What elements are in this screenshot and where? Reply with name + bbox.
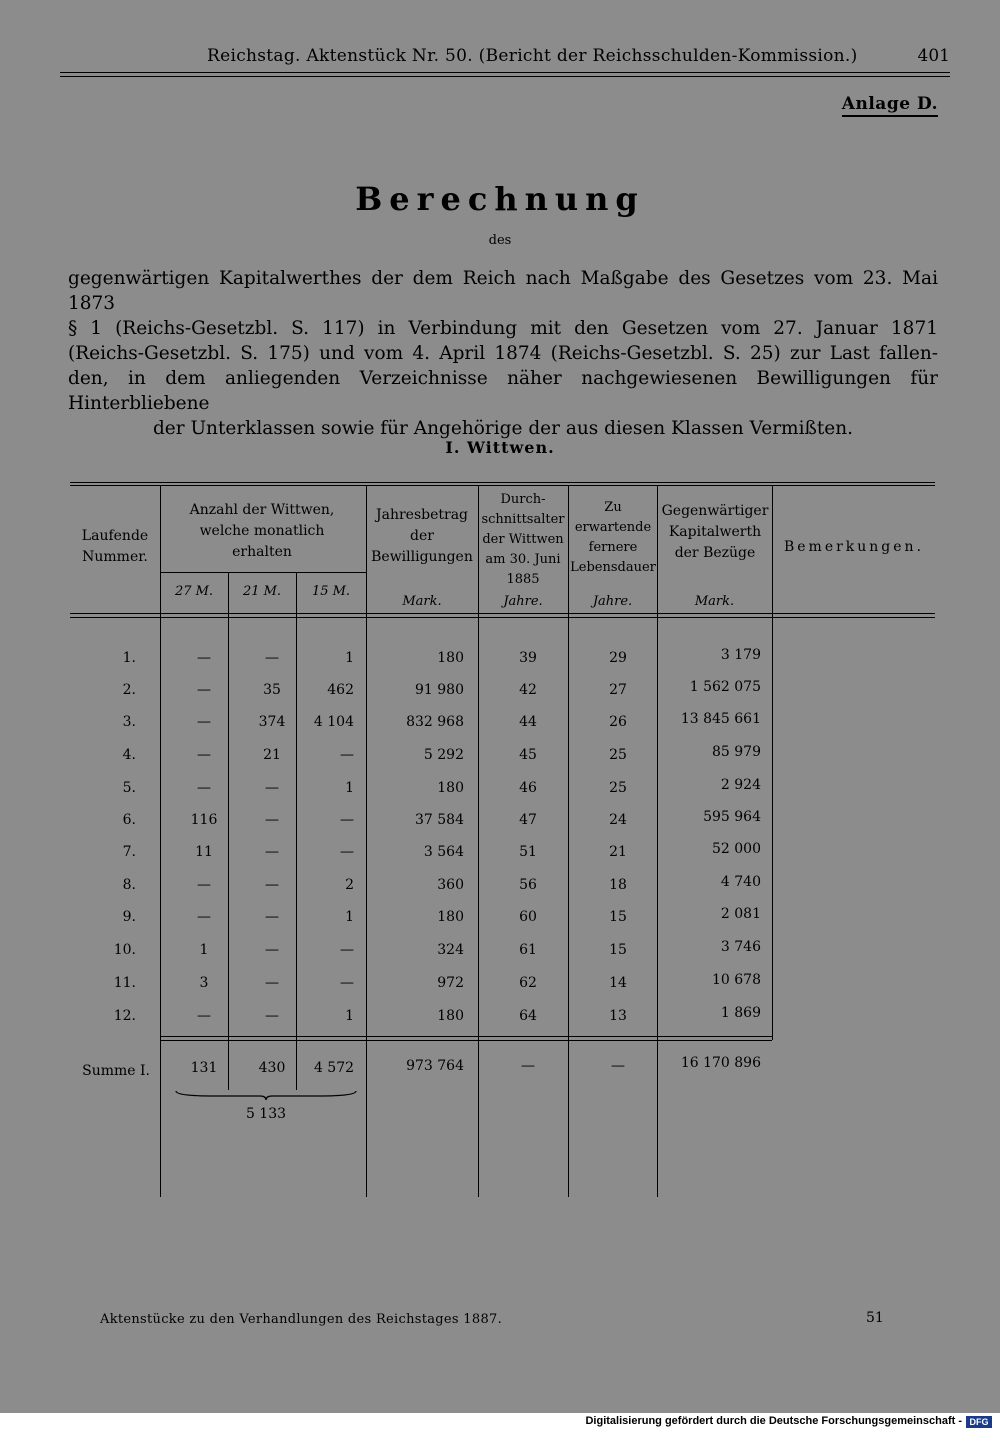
sum-c15: 4 572 — [313, 1060, 355, 1076]
table-cell-c15: — — [340, 942, 354, 958]
table-cell-annual: 37 584 — [415, 812, 464, 828]
table-cell-c27: — — [197, 780, 211, 796]
table-cell-life: 21 — [609, 844, 627, 860]
header-life-exp-unit: Jahre. — [592, 594, 633, 609]
table-cell-no: 9. — [122, 909, 136, 925]
table-cell-c27: — — [197, 877, 211, 893]
table-cell-capital: 10 678 — [712, 972, 761, 988]
signature-mark: 51 — [866, 1310, 884, 1326]
table-cell-life: 18 — [609, 877, 627, 893]
page-number: 401 — [917, 46, 950, 66]
table-cell-life: 24 — [609, 812, 627, 828]
header-count-27: 27 M. — [174, 584, 214, 599]
table-cell-age: 46 — [519, 780, 537, 796]
sum-c21: 430 — [258, 1060, 286, 1076]
intro-line: § 1 (Reichs-Gesetzbl. S. 117) in Verbindung mit den Gesetzen vom 27. Januar 1871 — [68, 318, 938, 339]
sum-annual: 973 764 — [406, 1058, 464, 1074]
table-cell-c21: — — [265, 909, 279, 925]
table-cell-age: 64 — [519, 1008, 537, 1024]
table-cell-c27: 1 — [199, 942, 209, 958]
table-cell-annual: 180 — [437, 780, 464, 796]
table-cell-c15: 1 — [345, 909, 354, 925]
table-cell-life: 25 — [609, 780, 627, 796]
header-number: Laufende Nummer. — [81, 528, 149, 565]
header-bottom-rule — [70, 613, 935, 614]
table-cell-age: 56 — [519, 877, 537, 893]
table-cell-age: 60 — [519, 909, 537, 925]
table-cell-c21: — — [265, 650, 279, 666]
table-cell-no: 12. — [113, 1008, 136, 1024]
header-capital: Gegenwärtiger Kapitalwerth der Bezüge — [661, 503, 769, 561]
table-cell-age: 61 — [519, 942, 537, 958]
table-cell-c21: — — [265, 780, 279, 796]
header-remarks: Bemerkungen. — [783, 539, 925, 555]
table-cell-annual: 3 564 — [423, 844, 464, 860]
sum-age: — — [521, 1058, 535, 1074]
table-cell-capital: 52 000 — [712, 841, 761, 857]
table-cell-c15: 1 — [345, 780, 354, 796]
header-bottom-rule-double — [70, 617, 935, 618]
table-cell-c21: 35 — [263, 682, 281, 698]
table-cell-c27: — — [197, 714, 211, 730]
count-subheader-rule — [160, 572, 366, 573]
table-cell-no: 3. — [122, 714, 136, 730]
title-connector: des — [488, 233, 512, 248]
column-rule — [568, 485, 569, 1197]
table-cell-c15: 1 — [345, 1008, 354, 1024]
table-cell-annual: 832 968 — [406, 714, 464, 730]
table-cell-no: 6. — [122, 812, 136, 828]
table-cell-capital: 1 869 — [720, 1005, 761, 1021]
header-avg-age: Durch-schnittsalter der Wittwen am 30. Juni 1885 — [481, 492, 565, 587]
table-cell-capital: 3 746 — [720, 939, 761, 955]
header-count-group: Anzahl der Wittwen, welche monatlich erhalten — [189, 502, 335, 560]
table-cell-life: 26 — [609, 714, 627, 730]
column-rule — [772, 485, 773, 1040]
table-cell-capital: 2 081 — [720, 906, 761, 922]
table-cell-c21: — — [265, 877, 279, 893]
table-cell-c21: — — [265, 942, 279, 958]
annex-label: Anlage D. — [842, 94, 938, 117]
footer-source: Aktenstücke zu den Verhandlungen des Reichstages 1887. — [100, 1312, 503, 1327]
table-cell-age: 44 — [519, 714, 537, 730]
dfg-logo: DFG — [966, 1416, 992, 1428]
table-cell-life: 15 — [609, 909, 627, 925]
table-cell-capital: 2 924 — [720, 777, 761, 793]
table-cell-capital: 13 845 661 — [680, 711, 761, 727]
table-cell-c27: — — [197, 682, 211, 698]
table-cell-age: 39 — [519, 650, 537, 666]
table-cell-no: 8. — [122, 877, 136, 893]
table-cell-c15: 4 104 — [313, 714, 354, 730]
sum-life: — — [611, 1058, 625, 1074]
table-cell-c27: 3 — [199, 975, 209, 991]
table-cell-c15: 462 — [327, 682, 354, 698]
table-cell-life: 29 — [609, 650, 627, 666]
table-cell-c27: — — [197, 1008, 211, 1024]
running-head — [60, 44, 950, 74]
header-life-exp: Zu erwartende fernere Lebensdauer — [570, 500, 656, 575]
table-cell-no: 5. — [122, 780, 136, 796]
table-cell-no: 4. — [122, 747, 136, 763]
header-count-15: 15 M. — [311, 584, 351, 599]
header-capital-unit: Mark. — [694, 594, 735, 609]
table-cell-life: 27 — [609, 682, 627, 698]
table-cell-life: 13 — [609, 1008, 627, 1024]
intro-line: den, in dem anliegenden Verzeichnisse näher nachgewiesenen Bewilligungen für Hinterbliebene — [68, 368, 938, 414]
table-cell-c21: — — [265, 812, 279, 828]
table-cell-c21: 21 — [263, 747, 281, 763]
header-rule-double — [60, 76, 950, 77]
table-cell-capital: 1 562 075 — [689, 679, 761, 695]
sum-rule-double — [160, 1040, 772, 1041]
table-cell-age: 51 — [519, 844, 537, 860]
table-cell-annual: 180 — [437, 1008, 464, 1024]
table-cell-c15: 2 — [345, 877, 354, 893]
table-cell-age: 47 — [519, 812, 537, 828]
column-rule — [478, 485, 479, 1197]
table-cell-annual: 91 980 — [415, 682, 464, 698]
sum-c27: 131 — [190, 1060, 218, 1076]
sum-capital: 16 170 896 — [680, 1055, 761, 1071]
table-top-rule-double — [70, 485, 935, 486]
table-cell-capital: 595 964 — [703, 809, 761, 825]
table-cell-c15: — — [340, 747, 354, 763]
table-cell-annual: 180 — [437, 909, 464, 925]
credit-text: Digitalisierung gefördert durch die Deutsche Forschungsgemeinschaft - — [585, 1415, 962, 1427]
section-heading: I. Wittwen. — [445, 438, 555, 457]
table-cell-c21: — — [265, 975, 279, 991]
table-cell-annual: 972 — [437, 975, 464, 991]
table-cell-age: 45 — [519, 747, 537, 763]
table-cell-no: 10. — [113, 942, 136, 958]
table-top-rule — [70, 482, 935, 483]
table-cell-c27: — — [197, 650, 211, 666]
table-cell-c15: — — [340, 975, 354, 991]
header-annual-unit: Mark. — [402, 594, 442, 609]
table-cell-c27: — — [197, 747, 211, 763]
table-cell-no: 11. — [113, 975, 136, 991]
table-cell-annual: 360 — [437, 877, 464, 893]
table-cell-capital: 3 179 — [720, 647, 761, 663]
table-cell-c15: — — [340, 844, 354, 860]
table-cell-no: 2. — [122, 682, 136, 698]
column-rule — [366, 485, 367, 1197]
table-cell-c21: — — [265, 844, 279, 860]
sum-brace — [174, 1088, 358, 1102]
intro-line: der Unterklassen sowie für Angehörige der aus diesen Klassen Vermißten. — [152, 418, 854, 439]
table-cell-c15: 1 — [345, 650, 354, 666]
intro-line: (Reichs-Gesetzbl. S. 175) und vom 4. April 1874 (Reichs-Gesetzbl. S. 25) zur Last fallen- — [68, 343, 938, 364]
table-cell-annual: 180 — [437, 650, 464, 666]
sum-rule — [160, 1036, 772, 1037]
table-cell-capital: 4 740 — [720, 874, 761, 890]
sum-label: Summe I. — [82, 1063, 150, 1079]
header-count-21: 21 M. — [242, 584, 282, 599]
table-cell-annual: 324 — [437, 942, 464, 958]
table-cell-capital: 85 979 — [712, 744, 761, 760]
table-cell-life: 14 — [609, 975, 627, 991]
sum-total-count: 5 133 — [245, 1106, 287, 1122]
table-cell-c27: 116 — [190, 812, 218, 828]
table-cell-c21: — — [265, 1008, 279, 1024]
table-cell-life: 15 — [609, 942, 627, 958]
table-cell-annual: 5 292 — [423, 747, 464, 763]
table-cell-age: 42 — [519, 682, 537, 698]
table-cell-c27: — — [197, 909, 211, 925]
table-cell-no: 1. — [122, 650, 136, 666]
digitization-credit — [0, 1413, 1000, 1432]
table-cell-life: 25 — [609, 747, 627, 763]
header-annual: Jahresbetrag der Bewilligungen — [371, 507, 473, 565]
intro-line: gegenwärtigen Kapitalwerthes der dem Reich nach Maßgabe des Gesetzes vom 23. Mai 1873 — [68, 268, 938, 314]
page-title: Berechnung — [355, 180, 645, 218]
table-cell-no: 7. — [122, 844, 136, 860]
running-title: Reichstag. Aktenstück Nr. 50. (Bericht der Reichsschulden-Kommission.) — [207, 46, 858, 66]
header-rule — [60, 72, 950, 73]
table-cell-c27: 11 — [195, 844, 213, 860]
table-cell-c21: 374 — [258, 714, 286, 730]
intro-paragraph — [68, 266, 938, 441]
table-cell-age: 62 — [519, 975, 537, 991]
table-cell-c15: — — [340, 812, 354, 828]
header-avg-age-unit: Jahre. — [503, 594, 543, 609]
